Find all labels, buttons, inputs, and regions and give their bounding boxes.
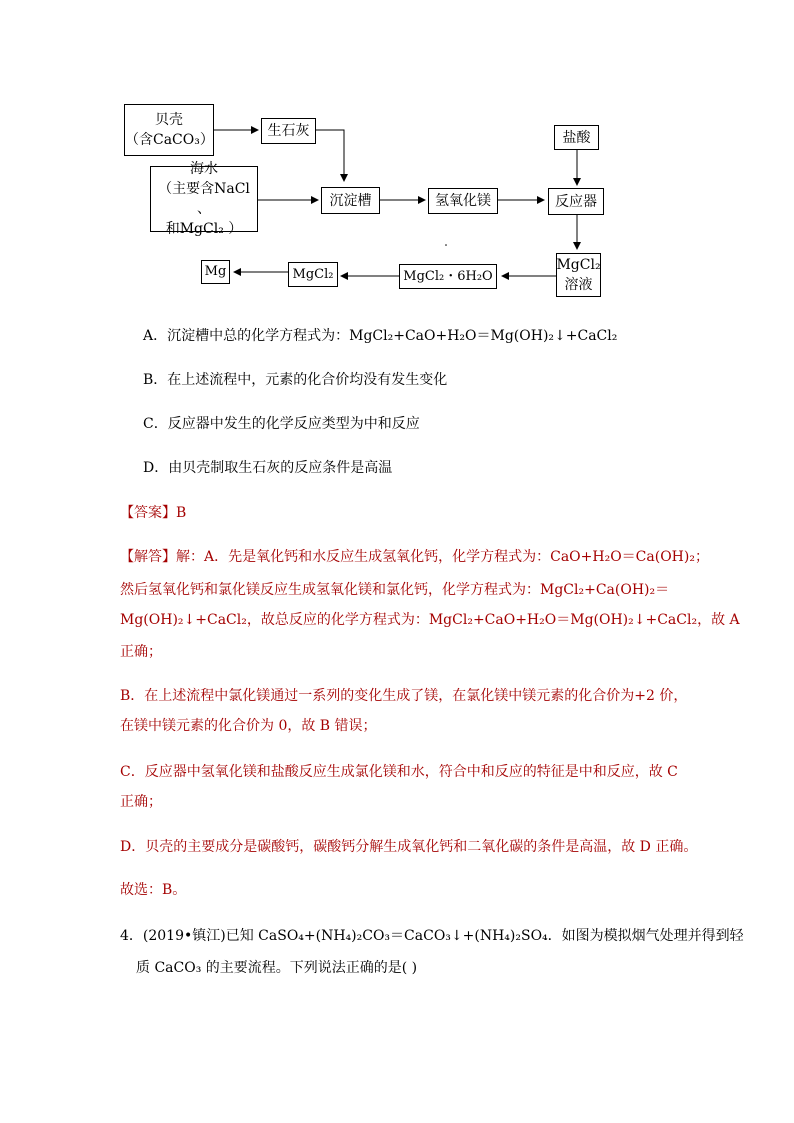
hydrate-box bbox=[399, 264, 497, 289]
analysis-c-text-1: C．反应器中氢氧化镁和盐酸反应生成氯化镁和水，符合中和反应的特征是中和反应，故 C bbox=[120, 764, 678, 780]
seawater-sublabel-2: 和MgCl₂ ） bbox=[165, 221, 243, 237]
reactor-box bbox=[548, 188, 604, 215]
flow-diagram bbox=[0, 0, 794, 310]
mgoh-label: 氢氧化镁 bbox=[435, 193, 491, 209]
question4-line2: 质 CaCO₃ 的主要流程。下列说法正确的是( ) bbox=[136, 960, 418, 976]
analysis-a-text-3: Mg(OH)₂↓+CaCl₂，故总反应的化学方程式为：MgCl₂+CaO+H₂O＝Mg(OH)₂↓+CaCl₂，故 A bbox=[120, 612, 740, 628]
seawater-sublabel-1: （主要含NaCl 、 bbox=[158, 181, 250, 217]
option-a: A．沉淀槽中总的化学方程式为：MgCl₂+CaO+H₂O＝Mg(OH)₂↓+CaCl₂ bbox=[143, 328, 618, 344]
speck bbox=[445, 244, 447, 246]
option-c: C．反应器中发生的化学反应类型为中和反应 bbox=[143, 416, 420, 432]
solution-formula: MgCl₂ bbox=[556, 257, 601, 273]
analysis-a-text-2: 然后氢氧化钙和氯化镁反应生成氢氧化镁和氯化钙，化学方程式为：MgCl₂+Ca(OH)₂＝ bbox=[120, 582, 670, 598]
option-b: B．在上述流程中，元素的化合价均没有发生变化 bbox=[143, 372, 448, 388]
mgcl2-box bbox=[288, 262, 338, 287]
mg-box bbox=[201, 260, 230, 284]
mgoh-box bbox=[428, 188, 498, 214]
tank-box bbox=[321, 187, 380, 214]
hcl-label: 盐酸 bbox=[562, 129, 591, 146]
arrow-lime-to-tank bbox=[316, 130, 344, 181]
mgcl2-label: MgCl₂ bbox=[292, 266, 334, 282]
reactor-label: 反应器 bbox=[555, 193, 597, 210]
analysis-a-text-1: 解：A．先是氧化钙和水反应生成氢氧化钙，化学方程式为：CaO+H₂O＝Ca(OH)₂； bbox=[176, 549, 709, 565]
flow-arrows bbox=[0, 0, 794, 310]
analysis-label: 【解答】 bbox=[120, 549, 176, 565]
quicklime-label: 生石灰 bbox=[267, 123, 310, 139]
solution-box bbox=[556, 253, 601, 297]
option-d: D．由贝壳制取生石灰的反应条件是高温 bbox=[143, 460, 393, 476]
shell-sublabel: （含CaCO₃） bbox=[125, 132, 214, 148]
answer-label: 【答案】 bbox=[120, 505, 176, 521]
analysis-b-text-1: B．在上述流程中氯化镁通过一系列的变化生成了镁，在氯化镁中镁元素的化合价为+2 价， bbox=[120, 688, 688, 704]
analysis-a-text-4: 正确； bbox=[120, 644, 162, 660]
mg-label: Mg bbox=[204, 264, 227, 279]
question4-line1: 4．(2019•镇江)已知 CaSO₄+(NH₄)₂CO₃＝CaCO₃↓+(NH₄)₂SO₄．如图为模拟烟气处理并得到轻 bbox=[120, 928, 744, 944]
analysis-conclusion: 故选：B。 bbox=[120, 882, 187, 898]
hydrate-label: MgCl₂・6H₂O bbox=[403, 268, 493, 284]
answer bbox=[120, 502, 186, 522]
analysis-b-text-2: 在镁中镁元素的化合价为 0，故 B 错误； bbox=[120, 718, 377, 734]
solution-label: 溶液 bbox=[564, 277, 593, 293]
analysis-d-text: D．贝壳的主要成分是碳酸钙，碳酸钙分解生成氧化钙和二氧化碳的条件是高温，故 D 正确。 bbox=[120, 839, 698, 855]
shell-label: 贝壳 bbox=[155, 112, 183, 128]
seawater-label: 海水 bbox=[190, 161, 218, 177]
quicklime-box bbox=[261, 118, 316, 144]
tank-label: 沉淀槽 bbox=[329, 192, 372, 209]
answer-value: B bbox=[176, 505, 187, 521]
analysis-c-text-2: 正确； bbox=[120, 794, 162, 810]
hcl-box bbox=[554, 125, 599, 150]
shell-box bbox=[124, 104, 214, 156]
analysis-line-a1 bbox=[120, 547, 709, 567]
seawater-box bbox=[150, 161, 258, 237]
